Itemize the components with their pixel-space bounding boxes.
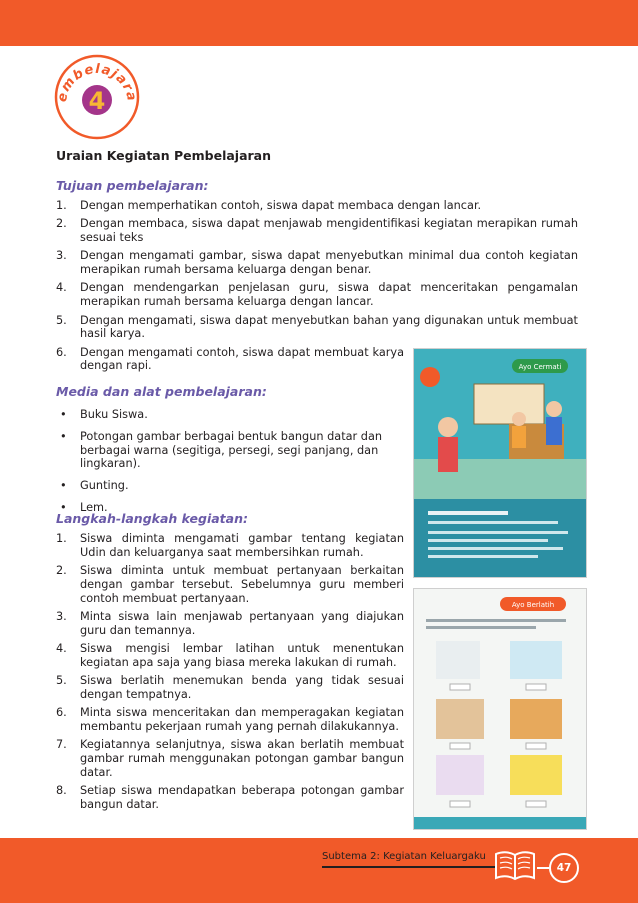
item-number: 4. [56, 281, 67, 295]
bullet-icon: • [60, 500, 67, 514]
item-text: Dengan mengamati, siswa dapat menyebutkan bahan yang digunakan untuk membuat hasil karya. [80, 313, 578, 341]
item-number: 5. [56, 674, 67, 688]
item-number: 6. [56, 345, 67, 359]
thumb1-tag: Ayo Cermati [518, 363, 562, 371]
list-item [56, 217, 578, 245]
media-list [56, 408, 404, 523]
list-item [56, 564, 404, 605]
steps-heading: Langkah-langkah kegiatan: [56, 511, 248, 526]
header-bar [0, 0, 638, 46]
item-text: Kegiatannya selanjutnya, siswa akan berlatih membuat gambar rumah menggunakan potongan gambar bangun datar. [80, 738, 404, 779]
lesson-badge [54, 54, 140, 140]
list-item [56, 314, 578, 342]
item-number: 6. [56, 706, 67, 720]
item-number: 3. [56, 249, 67, 263]
item-text: Dengan mendengarkan penjelasan guru, siswa dapat menceritakan pengamalan merapikan rumah bersama keluarga dengan lancar. [80, 281, 578, 309]
item-text: Dengan mengamati gambar, siswa dapat menyebutkan minimal dua contoh kegiatan merapikan rumah bersama keluarga dengan benar. [80, 249, 578, 277]
item-text: Lem. [80, 500, 108, 514]
list-item [56, 408, 404, 422]
item-number: 3. [56, 609, 67, 623]
list-item [56, 249, 578, 277]
list-item [56, 610, 404, 638]
list-item [56, 199, 578, 213]
item-text: Potongan gambar berbagai bentuk bangun datar dan berbagai warna (segitiga, persegi, segi panjang, dan lingkaran). [80, 429, 383, 471]
bullet-icon: • [60, 429, 67, 443]
list-item [56, 642, 404, 670]
badge-word: embelajara [54, 61, 140, 104]
list-item [56, 784, 404, 812]
goals-heading: Tujuan pembelajaran: [56, 178, 209, 193]
list-item [56, 532, 404, 560]
list-item [56, 430, 404, 471]
page-connector [537, 867, 549, 869]
item-text: Dengan memperhatikan contoh, siswa dapat membaca dengan lancar. [80, 199, 482, 212]
steps-list [56, 532, 404, 816]
thumb2-tag: Ayo Berlatih [511, 601, 555, 609]
item-number: 5. [56, 313, 67, 327]
list-item [56, 706, 404, 734]
item-number: 1. [56, 199, 67, 212]
item-text: Gunting. [80, 479, 129, 493]
section-title: Uraian Kegiatan Pembelajaran [56, 148, 272, 163]
list-item [56, 479, 404, 493]
item-number: 7. [56, 738, 67, 752]
item-text: Minta siswa menceritakan dan memperagakan kegiatan membantu pekerjaan rumah yang pernah dilakukannya. [80, 706, 404, 734]
item-number: 8. [56, 784, 67, 798]
footer-rule [322, 866, 496, 868]
item-text: Buku Siswa. [80, 408, 148, 421]
item-text: Minta siswa lain menjawab pertanyaan yang diajukan guru dan temannya. [80, 609, 404, 637]
item-text: Siswa berlatih menemukan benda yang tidak sesuai dengan tempatnya. [80, 674, 404, 701]
item-number: 2. [56, 564, 67, 578]
list-item [56, 346, 404, 374]
item-number: 2. [56, 217, 67, 231]
media-heading: Media dan alat pembelajaran: [56, 384, 267, 399]
item-number: 4. [56, 642, 67, 656]
open-book-icon [492, 846, 538, 884]
item-text: Siswa diminta untuk membuat pertanyaan berkaitan dengan gambar tersebut. Sebelumnya guru memberi contoh membuat pertanyaan. [80, 564, 404, 605]
footer-subtheme: Subtema 2: Kegiatan Keluargaku [322, 851, 486, 862]
list-item [56, 674, 404, 702]
item-text: Siswa mengisi lembar latihan untuk menentukan kegiatan apa saja yang biasa mereka lakukan di rumah. [80, 642, 404, 669]
list-item [56, 738, 404, 779]
student-book-thumbnail-2 [413, 588, 587, 830]
item-number: 1. [56, 532, 67, 545]
item-text: Setiap siswa mendapatkan beberapa potongan gambar bangun datar. [80, 784, 404, 812]
page-number: 47 [549, 853, 579, 883]
badge-number: 4 [88, 87, 106, 115]
footer-bar [0, 838, 638, 903]
item-text: Dengan membaca, siswa dapat menjawab mengidentifikasi kegiatan merapikan rumah sesuai teks [80, 217, 578, 245]
bullet-icon: • [60, 479, 67, 493]
student-book-thumbnail-1 [413, 348, 587, 578]
item-text: Siswa diminta mengamati gambar tentang kegiatan Udin dan keluarganya saat membersihkan rumah. [80, 532, 404, 559]
bullet-icon: • [60, 408, 67, 421]
item-text: Dengan mengamati contoh, siswa dapat membuat karya dengan rapi. [80, 345, 404, 373]
list-item [56, 281, 578, 309]
